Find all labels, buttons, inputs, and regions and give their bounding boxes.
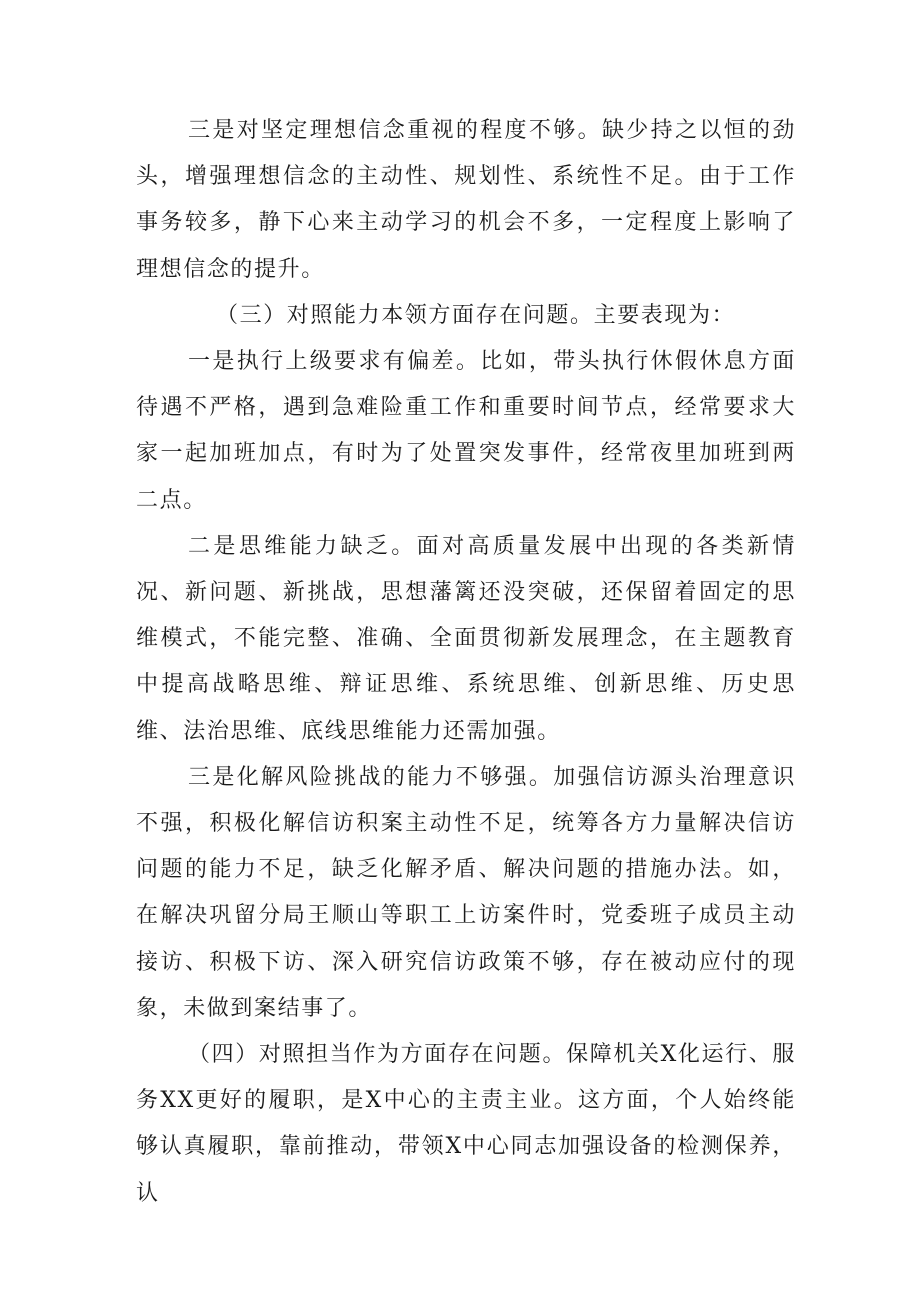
document-body	[136, 108, 796, 1217]
section-heading-ability: （三）对照能力本领方面存在问题。主要表现为：	[216, 302, 736, 328]
paragraph-execution: 一是执行上级要求有偏差。比如，带头执行休假休息方面待遇不严格，遇到急难险重工作和重要时间节点，经常要求大家一起加班加点，有时为了处置突发事件，经常夜里加班到两二点。	[136, 349, 796, 513]
paragraph-risk-challenge: 三是化解风险挑战的能力不够强。加强信访源头治理意识不强，积极化解信访积案主动性不足，统筹各方力量解决信访问题的能力不足，缺乏化解矛盾、解决问题的措施办法。如，在解决巩留分局王顺山等职工上访案件时，党委班子成员主动接访、积极下访、深入研究信访政策不够，存在被动应付的现象，未做到案结事了。	[136, 764, 796, 1021]
paragraph-ideals-belief: 三是对坚定理想信念重视的程度不够。缺少持之以恒的劲头，增强理想信念的主动性、规划性、系统性不足。由于工作事务较多，静下心来主动学习的机会不多，一定程度上影响了理想信念的提升。	[136, 118, 796, 282]
paragraph-thinking-ability: 二是思维能力缺乏。面对高质量发展中出现的各类新情况、新问题、新挑战，思想藩篱还没突破，还保留着固定的思维模式，不能完整、准确、全面贯彻新发展理念，在主题教育中提高战略思维、辩证思维、系统思维、创新思维、历史思维、法治思维、底线思维能力还需加强。	[136, 533, 796, 744]
section-heading-responsibility: （四）对照担当作为方面存在问题。保障机关X化运行、服务XX更好的履职，是X中心的主责主业。这方面，个人始终能够认真履职，靠前推动，带领X中心同志加强设备的检测保养，认	[136, 1042, 796, 1206]
